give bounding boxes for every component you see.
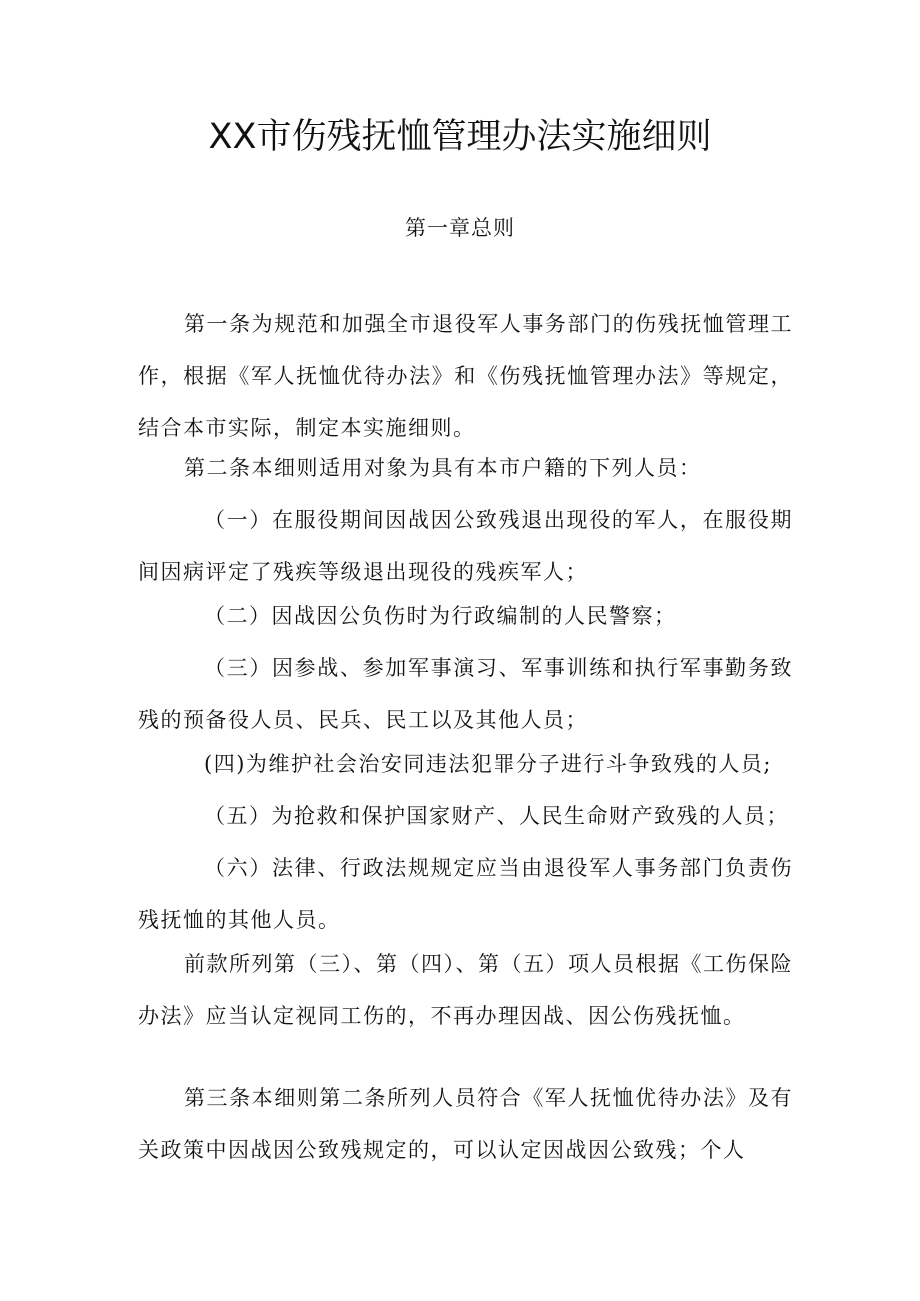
- list-item-3: （三）因参战、参加军事演习、军事训练和执行军事勤务致残的预备役人员、民兵、民工以及其他人员；: [138, 656, 793, 732]
- list-item-2: （二）因战因公负伤时为行政编制的人民警察；: [204, 604, 677, 628]
- chapter-heading: 第一章总则: [405, 216, 515, 240]
- article-2-paragraph: 第二条本细则适用对象为具有本市户籍的下列人员：: [184, 456, 702, 480]
- list-item-6: （六）法律、行政法规规定应当由退役军人事务部门负责伤残抚恤的其他人员。: [138, 856, 793, 932]
- list-item-1: （一）在服役期间因战因公致残退出现役的军人，在服役期间因病评定了残疾等级退出现役的残疾军人；: [138, 508, 793, 584]
- article-2-note-paragraph: 前款所列第（三）、第（四）、第（五）项人员根据《工伤保险办法》应当认定视同工伤的，不再办理因战、因公伤残抚恤。: [138, 952, 793, 1028]
- document-title: XX市伤残抚恤管理办法实施细则: [208, 117, 712, 157]
- article-1-paragraph: 第一条为规范和加强全市退役军人事务部门的伤残抚恤管理工作，根据《军人抚恤优待办法》和《伤残抚恤管理办法》等规定，结合本市实际，制定本实施细则。: [138, 312, 793, 440]
- article-3-paragraph: 第三条本细则第二条所列人员符合《军人抚恤优待办法》及有关政策中因战因公致残规定的，可以认定因战因公致残；个人: [138, 1086, 793, 1162]
- list-item-4: (四)为维护社会治安同违法犯罪分子进行斗争致残的人员;: [204, 752, 772, 776]
- list-item-5: （五）为抢救和保护国家财产、人民生命财产致残的人员；: [204, 804, 789, 828]
